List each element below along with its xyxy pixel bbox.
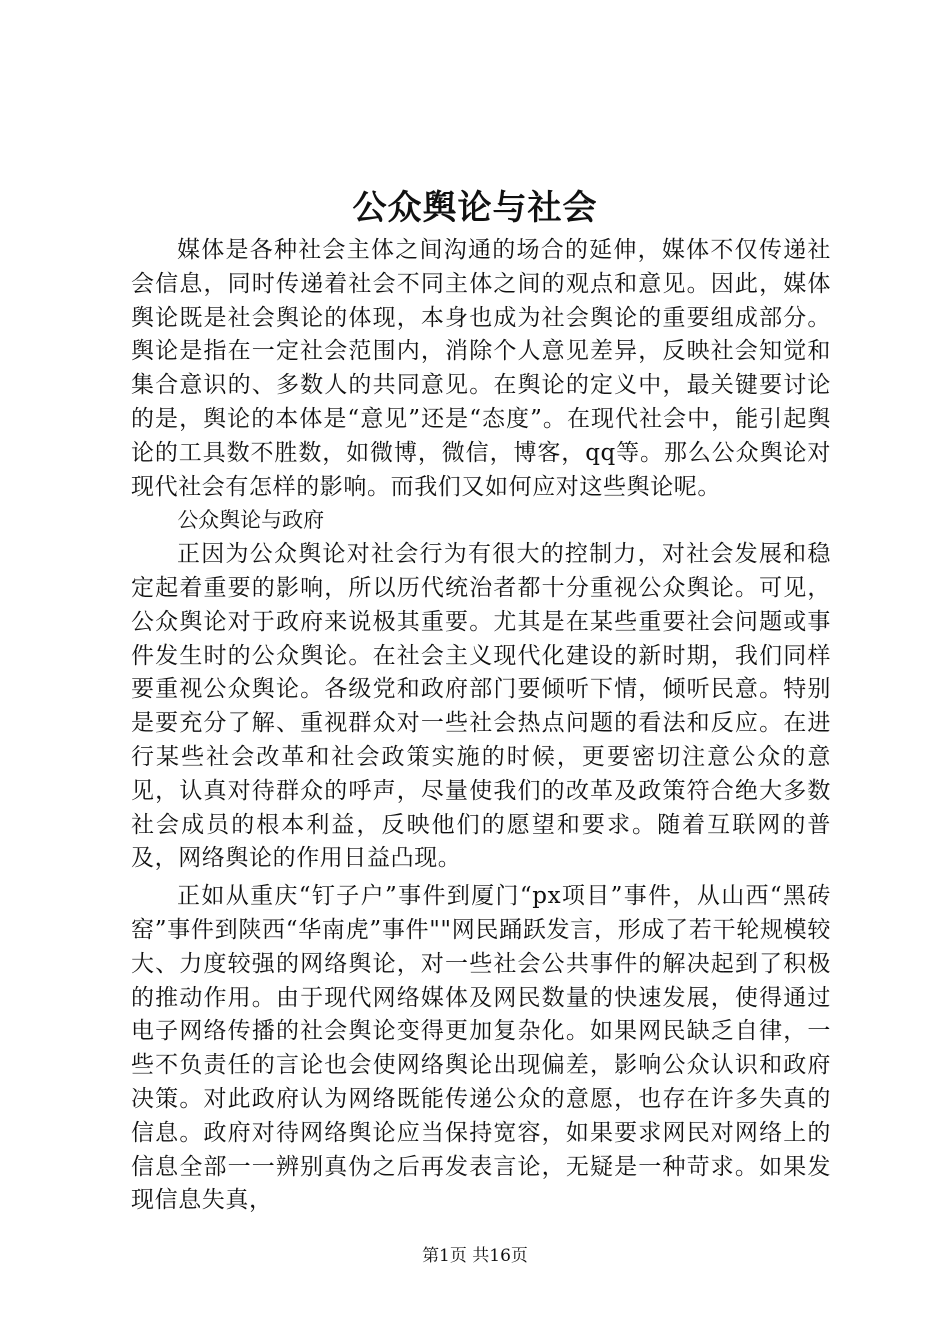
paragraph-intro: 媒体是各种社会主体之间沟通的场合的延伸，媒体不仅传递社会信息，同时传递着社会不同主体之间的观点和意见。因此，媒体舆论既是社会舆论的体现，本身也成为社会舆论的重要组成部分。舆论是指在一定社会范围内，消除个人意见差异，反映社会知觉和集合意识的、多数人的共同意见。在舆论的定义中，最关键要讨论的是，舆论的本体是“意见”还是“态度”。在现代社会中，能引起舆论的工具数不胜数，如微博，微信，博客，qq等。那么公众舆论对现代社会有怎样的影响。而我们又如何应对这些舆论呢。 <box>131 237 831 500</box>
document-title: 公众舆论与社会 <box>352 188 598 228</box>
paragraph-government: 正因为公众舆论对社会行为有很大的控制力，对社会发展和稳定起着重要的影响，所以历代统治者都十分重视公众舆论。可见，公众舆论对于政府来说极其重要。尤其是在某些重要社会问题或事件发生时的公众舆论。在社会主义现代化建设的新时期，我们同样要重视公众舆论。各级党和政府部门要倾听下情，倾听民意。特别是要充分了解、重视群众对一些社会热点问题的看法和反应。在进行某些社会改革和社会政策实施的时候，更要密切注意公众的意见，认真对待群众的呼声，尽量使我们的改革及政策符合绝大多数社会成员的根本利益，反映他们的愿望和要求。随着互联网的普及，网络舆论的作用日益凸现。 <box>131 541 831 872</box>
paragraph-network-opinion: 正如从重庆“钉子户”事件到厦门“px项目”事件，从山西“黑砖窑”事件到陕西“华南虎”事件""网民踊跃发言，形成了若干轮规模较大、力度较强的网络舆论，对一些社会公共事件的解决起到了积极的推动作用。由于现代网络媒体及网民数量的快速发展，使得通过电子网络传播的社会舆论变得更加复杂化。如果网民缺乏自律，一些不负责任的言论也会使网络舆论出现偏差，影响公众认识和政府决策。对此政府认为网络既能传递公众的意愿，也存在许多失真的信息。政府对待网络舆论应当保持宽容，如果要求网民对网络上的信息全部一一辨别真伪之后再发表言论，无疑是一种苛求。如果发现信息失真， <box>131 883 831 1214</box>
section-heading: 公众舆论与政府 <box>177 508 325 533</box>
page-number-footer: 第1页 共16页 <box>422 1246 528 1266</box>
document-body <box>131 234 831 1218</box>
